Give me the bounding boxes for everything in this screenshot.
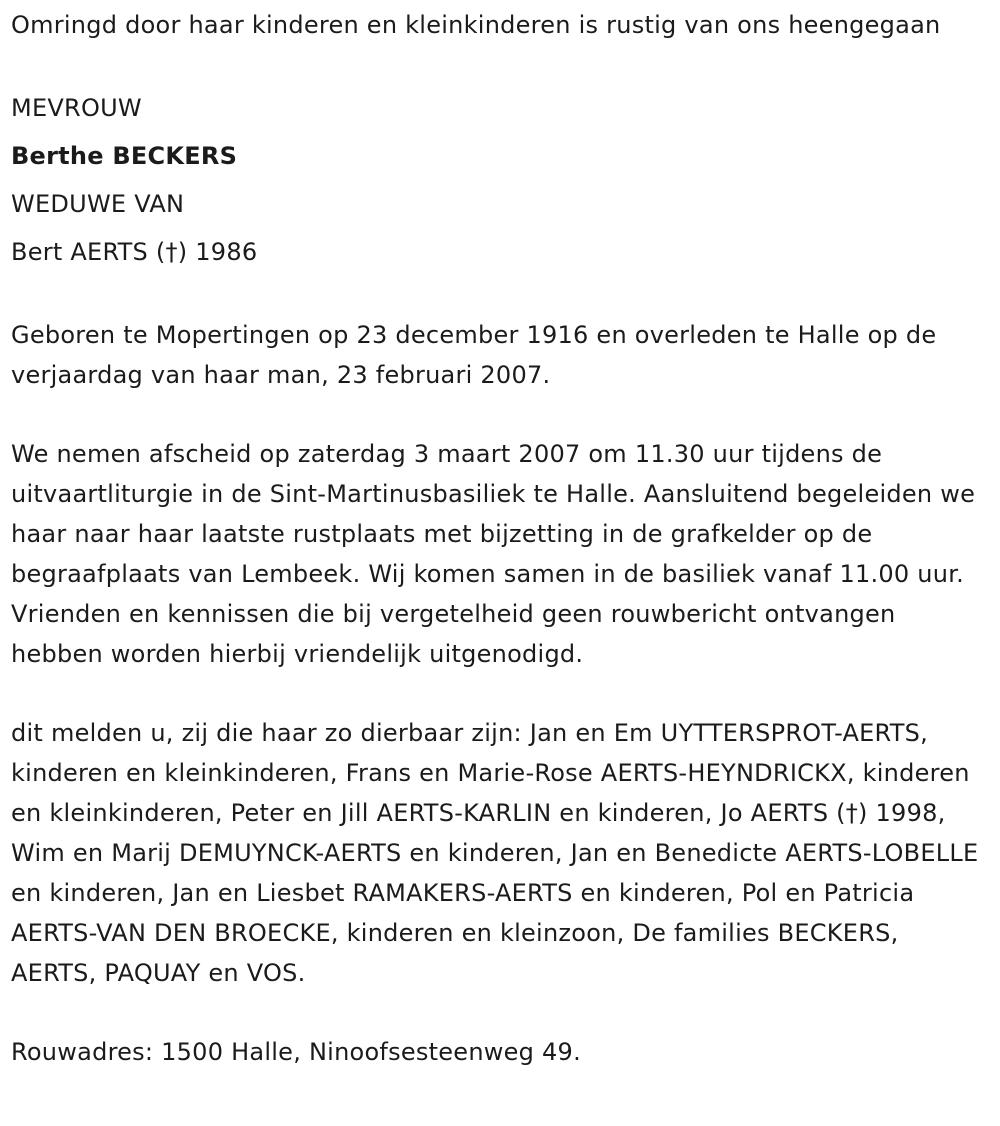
- mourning-address: Rouwadres: 1500 Halle, Ninoofsesteenweg 49.: [11, 1038, 581, 1066]
- widow-status: WEDUWE VAN: [11, 190, 185, 218]
- obituary-notice: [11, 5, 991, 1072]
- birth-death-paragraph: Geboren te Mopertingen op 23 december 1916 en overleden te Halle op de verjaardag van haar man, 23 februari 2007.: [11, 321, 937, 389]
- intro-text: Omringd door haar kinderen en kleinkinderen is rustig van ons heengegaan: [11, 11, 941, 39]
- honorific: MEVROUW: [11, 94, 142, 122]
- funeral-paragraph: We nemen afscheid op zaterdag 3 maart 2007 om 11.30 uur tijdens de uitvaartliturgie in de Sint-Martinusbasiliek te Halle. Aansluitend begeleiden we haar naar haar laatste rustplaats met bijzetting in de grafkelder op de begraafplaats van Lembeek. Wij komen samen in de basiliek vanaf 11.00 uur. Vrienden en kennissen die bij vergetelheid geen rouwbericht ontvangen hebben worden hierbij vriendelijk uitgenodigd.: [11, 440, 976, 668]
- family-paragraph: dit melden u, zij die haar zo dierbaar zijn: Jan en Em UYTTERSPROT-AERTS, kinderen en kleinkinderen, Frans en Marie-Rose AERTS-HEYNDRICKX, kinderen en kleinkinderen, Peter en Jill AERTS-KARLIN en kinderen, Jo AERTS (†) 1998, Wim en Marij DEMUYNCK-AERTS en kinderen, Jan en Benedicte AERTS-LOBELLE en kinderen, Jan en Liesbet RAMAKERS-AERTS en kinderen, Pol en Patricia AERTS-VAN DEN BROECKE, kinderen en kleinzoon, De families BECKERS, AERTS, PAQUAY en VOS.: [11, 719, 979, 987]
- deceased-name: Berthe BECKERS: [11, 142, 238, 170]
- spouse-name: Bert AERTS (†) 1986: [11, 238, 258, 266]
